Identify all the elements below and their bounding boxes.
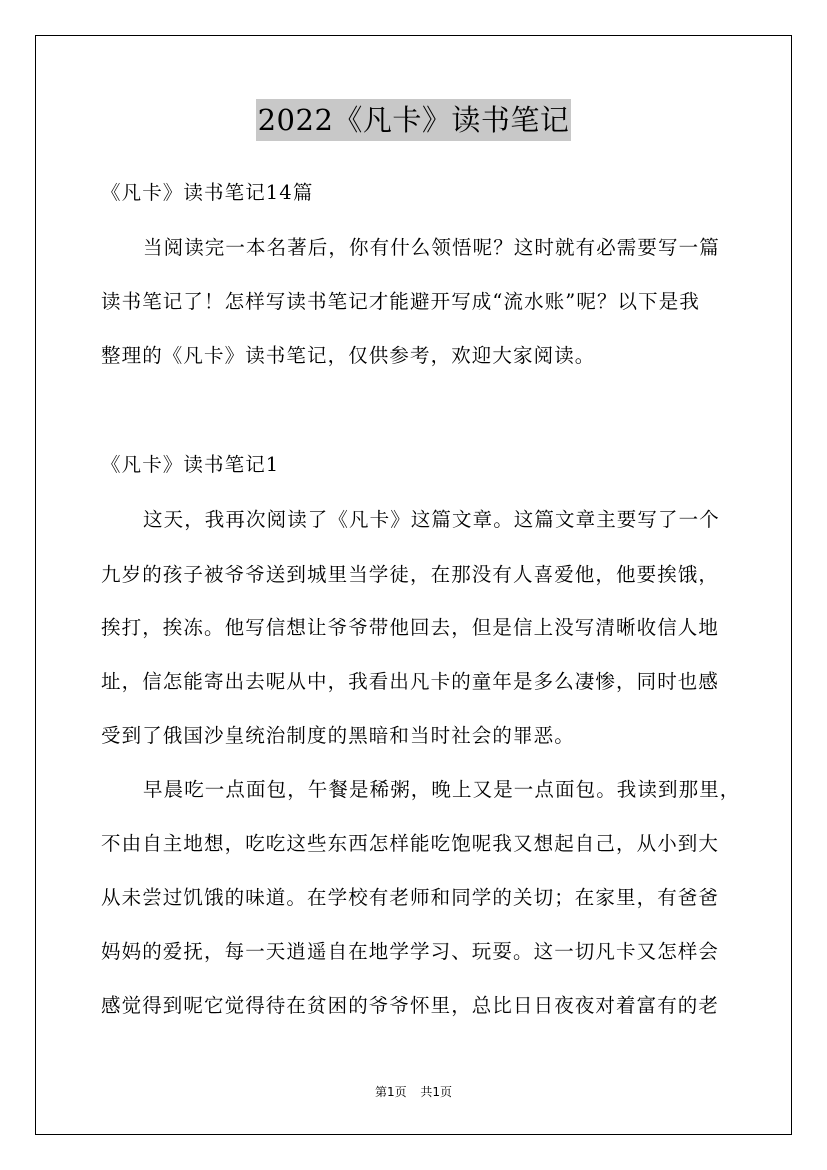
paragraph-line: 不由自主地想，吃吃这些东西怎样能吃饱呢我又想起自己，从小到大 (101, 832, 720, 855)
paragraph-line: 早晨吃一点面包，午餐是稀粥，晚上又是一点面包。我读到那里， (143, 778, 741, 801)
intro-line: 读书笔记了！怎样写读书笔记才能避开写成“流水账”呢？以下是我 (101, 290, 700, 313)
page-footer (0, 1083, 827, 1100)
paragraph-line: 妈妈的爱抚，每一天逍遥自在地学学习、玩耍。这一切凡卡又怎样会 (101, 940, 720, 963)
paragraph-line: 这天，我再次阅读了《凡卡》这篇文章。这篇文章主要写了一个 (143, 508, 720, 531)
paragraph-line: 感觉得到呢它觉得待在贫困的爷爷怀里，总比日日夜夜对着富有的老 (101, 994, 720, 1017)
document-title: 2022《凡卡》读书笔记 (256, 99, 572, 141)
paragraph-line: 挨打，挨冻。他写信想让爷爷带他回去，但是信上没写清晰收信人地 (101, 616, 720, 639)
paragraph-line: 受到了俄国沙皇统治制度的黑暗和当时社会的罪恶。 (101, 724, 575, 747)
title-container (0, 99, 827, 141)
intro-line: 整理的《凡卡》读书笔记，仅供参考，欢迎大家阅读。 (101, 344, 596, 367)
subtitle: 《凡卡》读书笔记14篇 (101, 181, 314, 204)
paragraph-line: 址，信怎能寄出去呢从中，我看出凡卡的童年是多么凄惨，同时也感 (101, 670, 720, 693)
page-number: 第1页 (374, 1085, 407, 1099)
paragraph-line: 九岁的孩子被爷爷送到城里当学徒，在那没有人喜爱他，他要挨饿， (101, 563, 720, 586)
paragraph-line: 从未尝过饥饿的味道。在学校有老师和同学的关切；在家里，有爸爸 (101, 886, 720, 909)
page-total: 共1页 (420, 1085, 453, 1099)
section-heading: 《凡卡》读书笔记1 (101, 453, 280, 476)
intro-line: 当阅读完一本名著后，你有什么领悟呢？这时就有必需要写一篇 (143, 236, 720, 259)
